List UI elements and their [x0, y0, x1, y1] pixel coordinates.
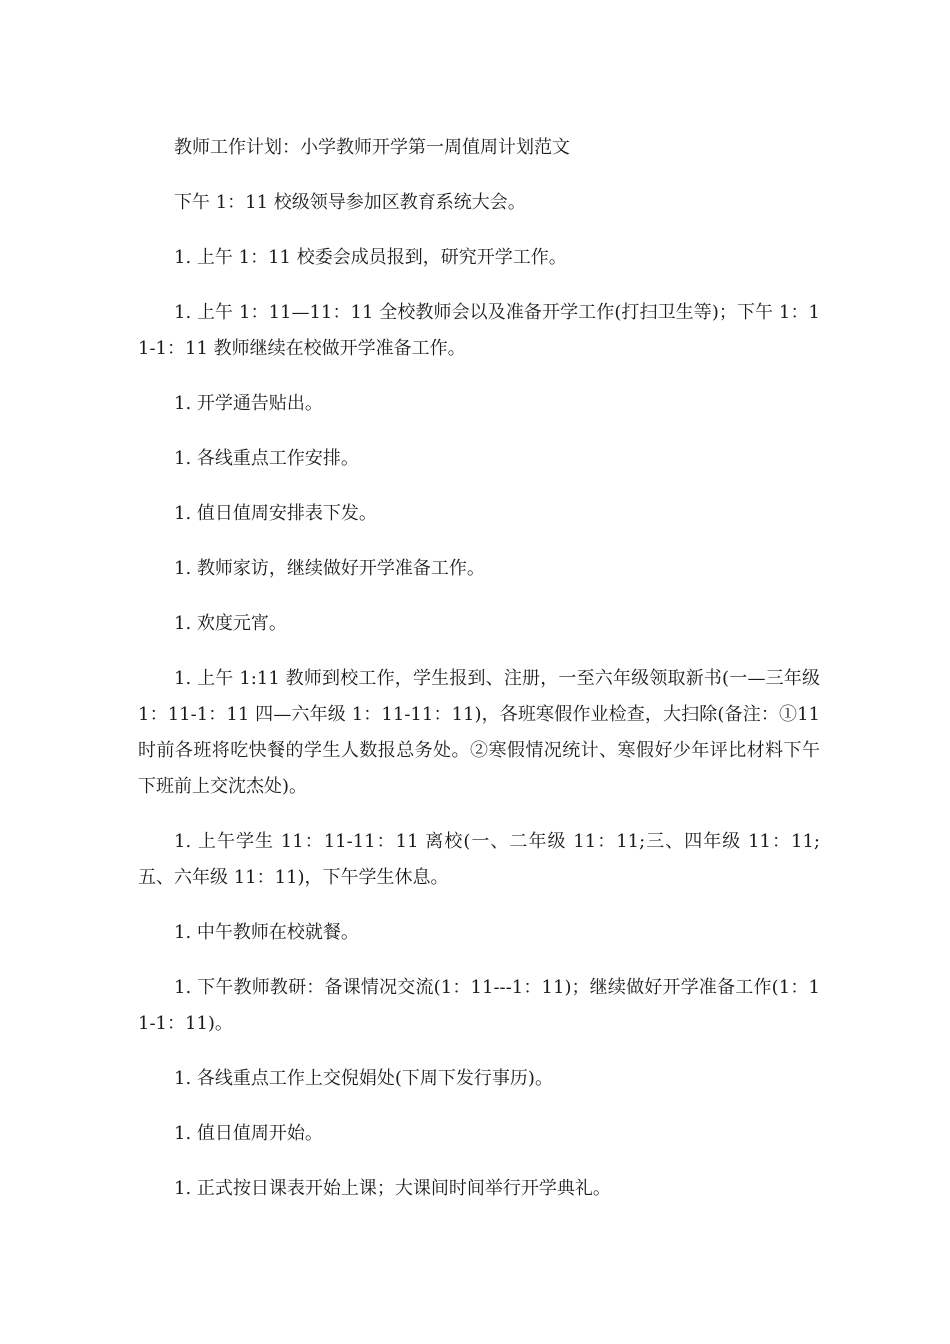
paragraph-teaching-research: 1. 下午教师教研：备课情况交流(1：11---1：11)；继续做好开学准备工作(1：11-1：11)。: [138, 977, 820, 1034]
paragraph-lantern-festival: 1. 欢度元宵。: [174, 613, 287, 634]
paragraph-duty-start: 1. 值日值周开始。: [174, 1123, 323, 1144]
document-title: 教师工作计划：小学教师开学第一周值周计划范文: [174, 137, 570, 158]
paragraph-lunch: 1. 中午教师在校就餐。: [174, 922, 359, 943]
paragraph-home-visit: 1. 教师家访，继续做好开学准备工作。: [174, 558, 485, 579]
paragraph-submit-work: 1. 各线重点工作上交倪娟处(下周下发行事历)。: [174, 1068, 553, 1089]
paragraph-work-arrangement: 1. 各线重点工作安排。: [174, 448, 359, 469]
paragraph-meeting: 下午 1：11 校级领导参加区教育系统大会。: [174, 192, 526, 213]
paragraph-committee: 1. 上午 1：11 校委会成员报到，研究开学工作。: [174, 247, 567, 268]
document-body: [138, 130, 820, 1226]
paragraph-duty-schedule: 1. 值日值周安排表下发。: [174, 503, 377, 524]
paragraph-registration: 1. 上午 1:11 教师到校工作，学生报到、注册，一至六年级领取新书(一—三年级 1：11-1：11 四—六年级 1：11-11：11)，各班寒假作业检查，大扫除(备注：①11 时前各班将吃快餐的学生人数报总务处。②寒假情况统计、寒假好少年评比材料下午下班前上交沈杰处)。: [138, 668, 820, 797]
paragraph-dismissal: 1. 上午学生 11：11-11：11 离校(一、二年级 11：11;三、四年级 11：11;五、六年级 11：11)，下午学生休息。: [138, 831, 820, 888]
paragraph-staff-meeting: 1. 上午 1：11—11：11 全校教师会以及准备开学工作(打扫卫生等)；下午 1：11-1：11 教师继续在校做开学准备工作。: [138, 302, 820, 359]
paragraph-classes-start: 1. 正式按日课表开始上课；大课间时间举行开学典礼。: [174, 1178, 611, 1199]
paragraph-notice: 1. 开学通告贴出。: [174, 393, 323, 414]
